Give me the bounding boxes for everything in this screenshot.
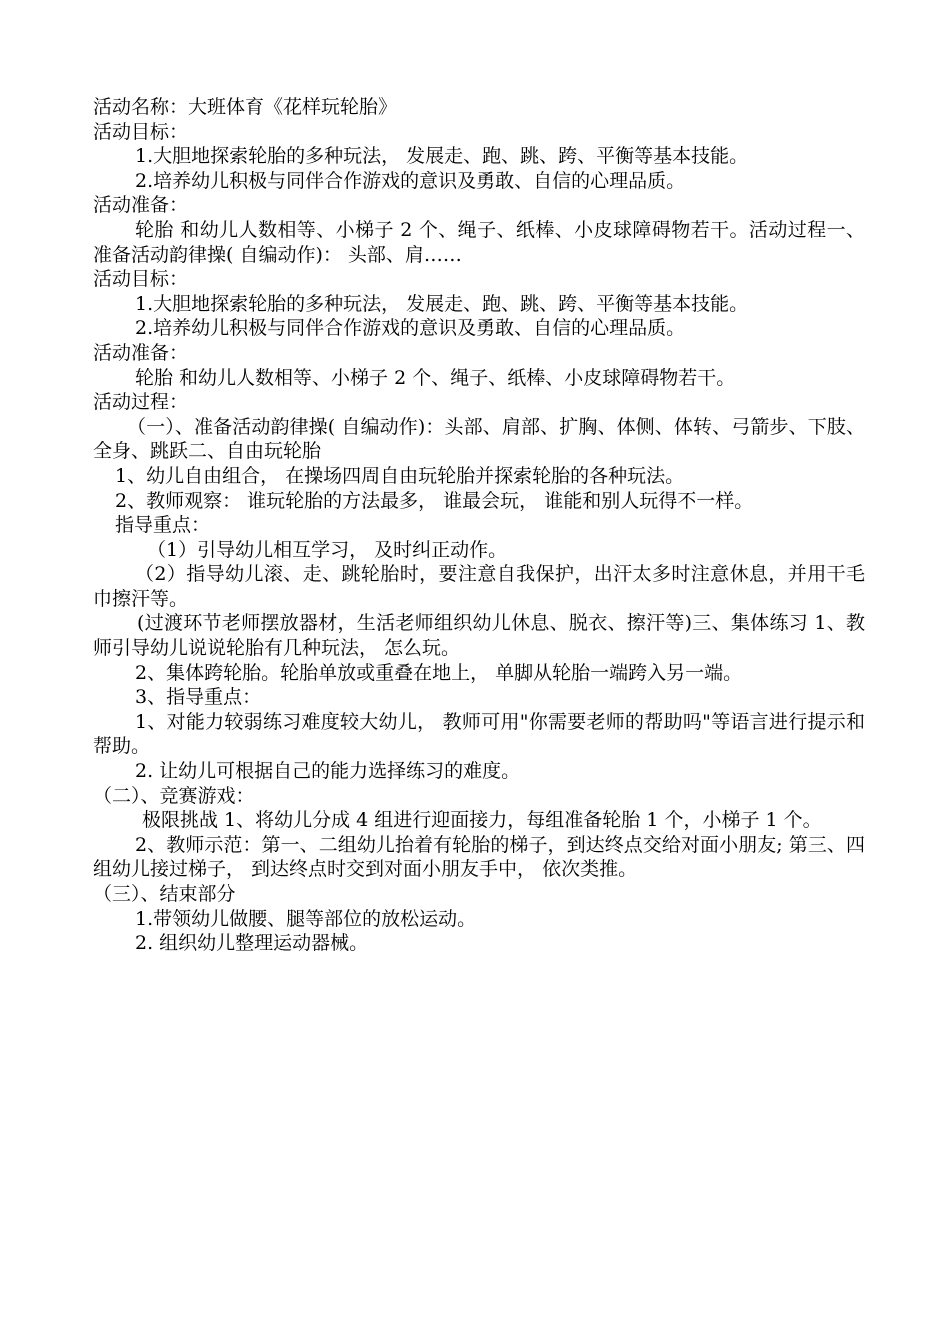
paragraph: 1、对能力较弱练习难度较大幼儿， 教师可用"你需要老师的帮助吗"等语言进行提示和帮助。	[93, 710, 865, 758]
paragraph: 指导重点：	[115, 514, 211, 537]
document-body	[93, 95, 865, 956]
paragraph: 2.培养幼儿积极与同伴合作游戏的意识及勇敢、自信的心理品质。	[135, 169, 686, 192]
paragraph: 1、幼儿自由组合， 在操场四周自由玩轮胎并探索轮胎的各种玩法。	[115, 464, 685, 487]
paragraph: （一）、准备活动韵律操( 自编动作)：头部、肩部、扩胸、体侧、体转、弓箭步、下肢、全身、跳跃二、自由玩轮胎	[93, 415, 865, 463]
paragraph: 活动准备：	[93, 194, 189, 217]
paragraph: 2、集体跨轮胎。轮胎单放或重叠在地上， 单脚从轮胎一端跨入另一端。	[135, 661, 743, 684]
paragraph: （二）、竞赛游戏：	[93, 784, 255, 807]
paragraph: 2、教师观察： 谁玩轮胎的方法最多， 谁最会玩， 谁能和别人玩得不一样。	[115, 489, 754, 512]
paragraph: (过渡环节老师摆放器材，生活老师组织幼儿休息、脱衣、擦汗等)三、集体练习 1、教师引导幼儿说说轮胎有几种玩法， 怎么玩。	[93, 612, 865, 660]
paragraph: 1.大胆地探索轮胎的多种玩法， 发展走、跑、跳、跨、平衡等基本技能。	[135, 145, 749, 168]
paragraph: 2.培养幼儿积极与同伴合作游戏的意识及勇敢、自信的心理品质。	[135, 317, 686, 340]
paragraph: 2. 让幼儿可根据自己的能力选择练习的难度。	[135, 760, 521, 783]
paragraph: 活动过程：	[93, 391, 189, 414]
paragraph: 1.大胆地探索轮胎的多种玩法， 发展走、跑、跳、跨、平衡等基本技能。	[135, 292, 749, 315]
paragraph: 轮胎 和幼儿人数相等、小梯子 2 个、绳子、纸棒、小皮球障碍物若干。活动过程一、准备活动韵律操( 自编动作)： 头部、肩……	[93, 218, 865, 266]
paragraph: 极限挑战 1、将幼儿分成 4 组进行迎面接力，每组准备轮胎 1 个，小梯子 1 个。	[142, 809, 822, 832]
paragraph: 活动目标：	[93, 120, 189, 143]
paragraph: 1.带领幼儿做腰、腿等部位的放松运动。	[135, 907, 477, 930]
paragraph: 活动准备：	[93, 341, 189, 364]
paragraph: （1）引导幼儿相互学习， 及时纠正动作。	[147, 538, 508, 561]
paragraph: 2. 组织幼儿整理运动器械。	[135, 932, 369, 955]
paragraph: （2）指导幼儿滚、走、跳轮胎时，要注意自我保护，出汗太多时注意休息，并用干毛巾擦汗等。	[93, 563, 865, 610]
paragraph: （三）、结束部分	[93, 883, 236, 905]
paragraph: 3、指导重点：	[135, 686, 262, 709]
paragraph: 2、教师示范：第一、二组幼儿抬着有轮胎的梯子，到达终点交给对面小朋友; 第三、四组幼儿接过梯子， 到达终点时交到对面小朋友手中， 依次类推。	[93, 833, 865, 881]
paragraph: 轮胎 和幼儿人数相等、小梯子 2 个、绳子、纸棒、小皮球障碍物若干。	[135, 366, 736, 389]
paragraph: 活动目标：	[93, 268, 189, 291]
paragraph: 活动名称：大班体育《花样玩轮胎》	[93, 96, 398, 118]
